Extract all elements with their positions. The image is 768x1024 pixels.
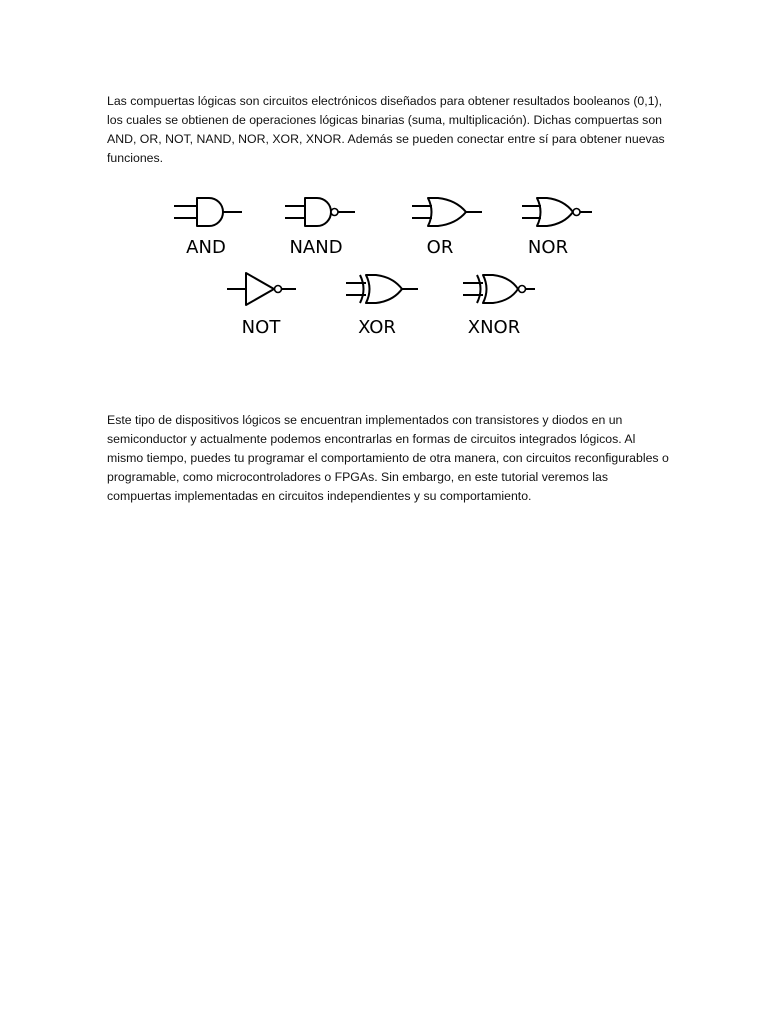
or-gate-icon (412, 198, 482, 226)
nor-gate-icon (522, 198, 592, 226)
not-gate-icon (227, 273, 296, 305)
logic-gates-figure (160, 180, 600, 345)
nand-gate-icon (285, 198, 355, 226)
body-paragraph: Este tipo de dispositivos lógicos se encuentran implementados con transistores y diodos en un semiconductor y actualmente podemos encontrarlas en formas de circuitos integrados lógicos. Al mismo tiempo, puedes tu programar el comportamiento de otra manera, con circuitos reconfigurables o programable, como microcontroladores o FPGAs. Sin embargo, en este tutorial veremos las compuertas implementadas en circuitos independientes y su comportamiento. (107, 413, 669, 503)
xor-gate-icon (346, 275, 418, 303)
and-gate-icon (174, 198, 242, 226)
gate-label-and: AND (186, 237, 226, 258)
intro-paragraph: Las compuertas lógicas son circuitos electrónicos diseñados para obtener resultados booleanos (0,1), los cuales se obtienen de operaciones lógicas binarias (suma, multiplicación). Dichas compuertas son AND, OR, NOT, NAND, NOR, XOR, XNOR. Además se pueden conectar entre sí para obtener nuevas funciones. (107, 94, 665, 165)
gate-label-not: NOT (241, 317, 281, 338)
gate-label-or: OR (426, 237, 454, 258)
gate-label-nand: NAND (289, 237, 343, 258)
xnor-gate-icon (463, 275, 535, 303)
gate-label-xnor: XNOR (467, 317, 521, 338)
gate-label-nor: NOR (527, 237, 569, 258)
gate-label-xor: XOR (358, 317, 396, 338)
